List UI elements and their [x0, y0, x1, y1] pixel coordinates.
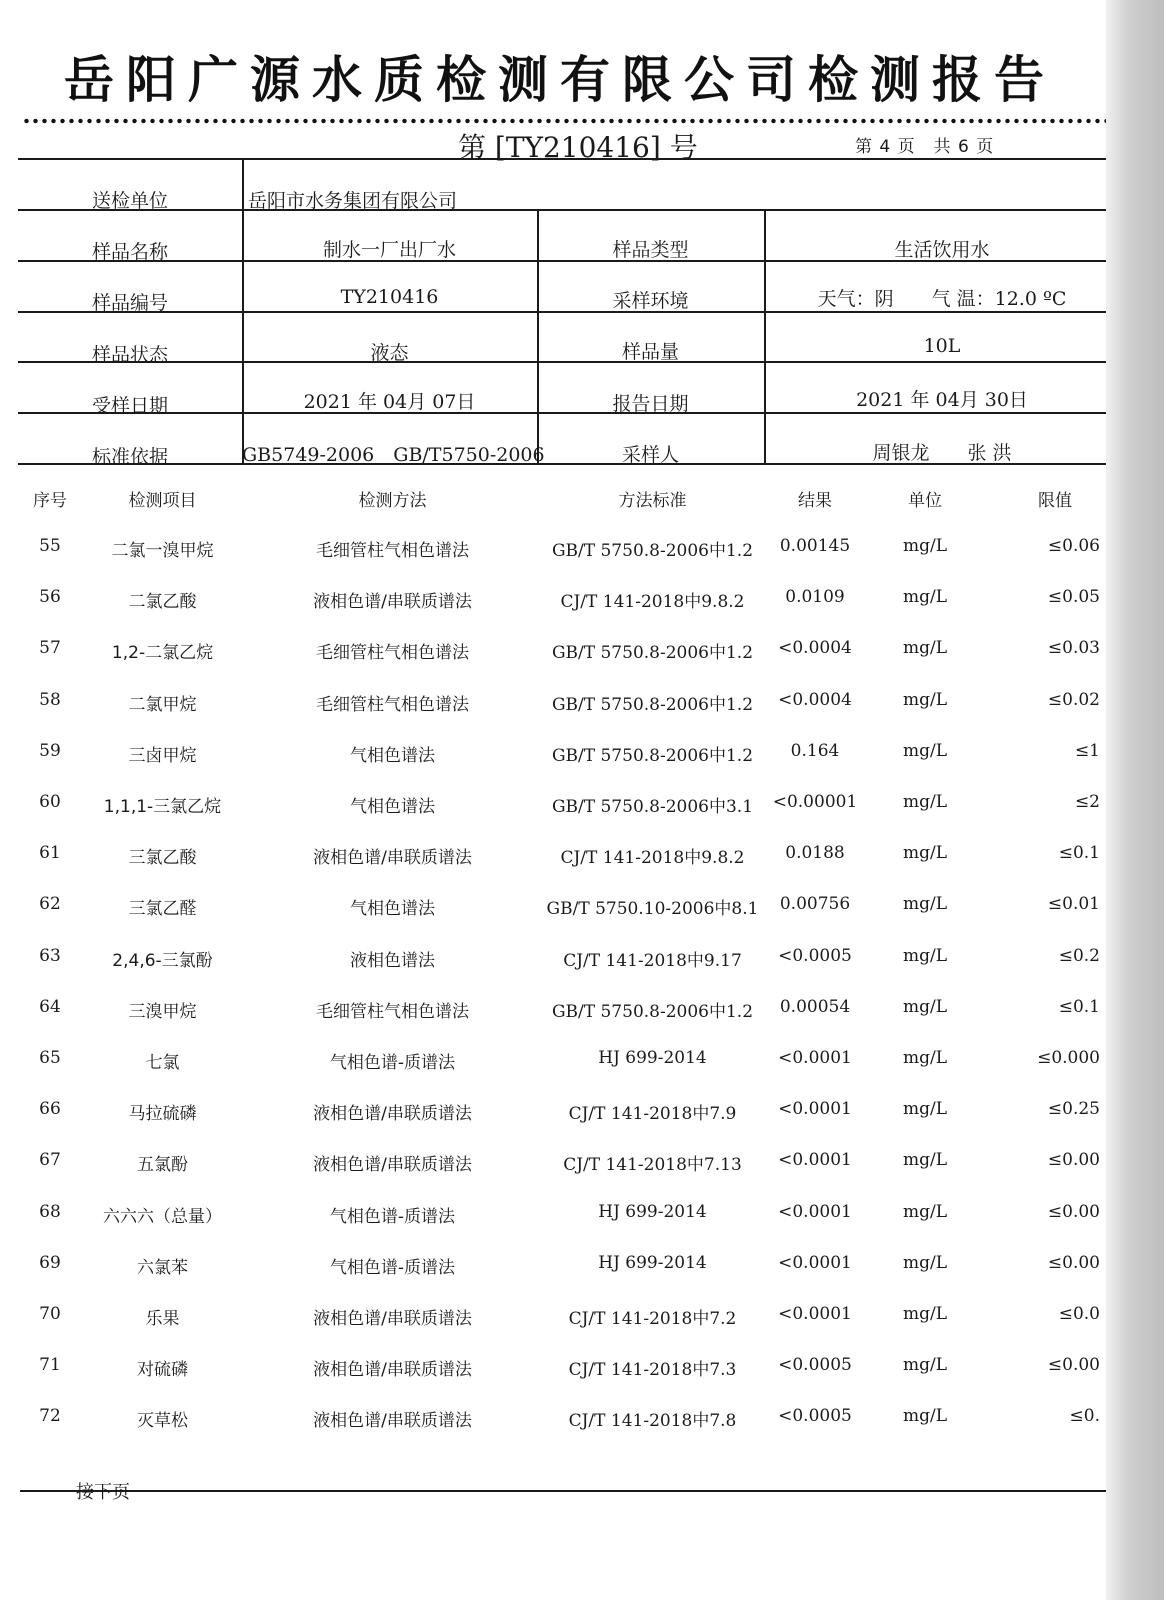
row-item: 三氯乙醛 — [128, 899, 197, 920]
row-limit: ≤0.25 — [1047, 1099, 1100, 1120]
row-method: 毛细管柱气相色谱法 — [316, 541, 469, 561]
row-standard: CJ/T 141-2018中7.13 — [563, 1155, 742, 1176]
row-result: <0.0005 — [778, 1406, 852, 1427]
row-result: <0.0005 — [778, 945, 852, 966]
report-number: 第 [TY210416] 号 — [458, 131, 698, 164]
row-unit: mg/L — [902, 587, 948, 608]
row-standard: CJ/T 141-2018中9.8.2 — [560, 592, 745, 613]
sample-type-value: 生活饮用水 — [894, 239, 990, 261]
col-header-standard: 方法标准 — [618, 491, 687, 511]
row-result: 0.0109 — [785, 587, 845, 608]
row-method: 液相色谱/串联质谱法 — [313, 592, 472, 613]
row-item: 1,1,1-三氯乙烷 — [103, 797, 222, 817]
env-label: 采样环境 — [612, 290, 689, 312]
row-result: 0.00054 — [779, 996, 851, 1017]
table-row — [0, 1296, 1100, 1340]
row-item: 灭草松 — [137, 1411, 188, 1432]
col-header-unit: 单位 — [908, 491, 942, 511]
row-no: 70 — [39, 1304, 61, 1324]
table-row — [0, 1142, 1100, 1186]
row-unit: mg/L — [902, 1355, 948, 1376]
row-standard: GB/T 5750.8-2006中1.2 — [551, 745, 754, 766]
row-method: 液相色谱/串联质谱法 — [313, 1309, 472, 1329]
recv-date-value: 2021 年 04月 07日 — [303, 391, 476, 413]
col-header-item: 检测项目 — [128, 491, 197, 511]
row-method: 气相色谱-质谱法 — [329, 1053, 456, 1073]
row-unit: mg/L — [902, 689, 948, 710]
row-result: 0.00756 — [779, 894, 851, 915]
row-no: 64 — [39, 996, 61, 1017]
row-item: 二氯一溴甲烷 — [111, 541, 214, 561]
row-limit: ≤0.00 — [1047, 1355, 1100, 1376]
row-unit: mg/L — [902, 1150, 948, 1171]
row-item: 马拉硫磷 — [128, 1104, 197, 1125]
row-limit: ≤0.00 — [1047, 1150, 1100, 1171]
row-item: 六六六（总量） — [103, 1206, 222, 1227]
row-unit: mg/L — [902, 1252, 948, 1273]
row-limit: ≤0.000 — [1037, 1048, 1100, 1068]
table-row — [0, 1245, 1100, 1289]
row-no: 65 — [39, 1048, 61, 1068]
row-method: 液相色谱法 — [350, 950, 435, 971]
table-row — [0, 579, 1100, 623]
scan-edge-shadow — [1106, 0, 1164, 1600]
col-header-no: 序号 — [33, 491, 67, 511]
row-result: 0.00145 — [779, 536, 851, 556]
row-limit: ≤0.1 — [1058, 996, 1100, 1017]
sample-no-label: 样品编号 — [91, 292, 168, 314]
row-method: 毛细管柱气相色谱法 — [316, 694, 469, 715]
report-date-value: 2021 年 04月 30日 — [856, 389, 1028, 411]
row-no: 56 — [39, 587, 61, 608]
row-standard: HJ 699-2014 — [598, 1201, 707, 1222]
std-value: GB5749-2006 GB/T5750-2006 — [242, 444, 545, 466]
row-result: <0.0001 — [778, 1252, 852, 1273]
row-item: 三卤甲烷 — [128, 745, 197, 766]
qty-label: 样品量 — [621, 341, 679, 363]
row-no: 61 — [39, 843, 61, 864]
col-header-result: 结果 — [798, 491, 832, 511]
continued-note: 接下页 — [76, 1482, 130, 1503]
row-unit: mg/L — [902, 945, 948, 966]
row-method: 气相色谱-质谱法 — [329, 1206, 456, 1227]
row-unit: mg/L — [902, 1406, 948, 1427]
state-label: 样品状态 — [91, 344, 168, 366]
row-limit: ≤0. — [1069, 1406, 1100, 1427]
row-no: 58 — [39, 689, 61, 710]
row-unit: mg/L — [902, 792, 948, 812]
row-no: 67 — [39, 1150, 61, 1171]
row-limit: ≤0.05 — [1047, 587, 1100, 608]
row-unit: mg/L — [902, 536, 948, 556]
report-date-label: 报告日期 — [612, 393, 689, 415]
row-unit: mg/L — [902, 1201, 948, 1222]
report-title: 岳阳广源水质检测有限公司检测报告 — [64, 51, 1056, 109]
table-row — [0, 1347, 1100, 1391]
row-unit: mg/L — [902, 740, 948, 761]
row-limit: ≤0.00 — [1047, 1201, 1100, 1222]
state-value: 液态 — [370, 342, 409, 364]
row-standard: CJ/T 141-2018中7.3 — [568, 1360, 737, 1381]
row-limit: ≤0.2 — [1058, 945, 1100, 966]
row-no: 71 — [39, 1355, 61, 1376]
row-item: 五氯酚 — [137, 1155, 188, 1176]
row-method: 液相色谱/串联质谱法 — [313, 1411, 472, 1432]
row-no: 62 — [39, 894, 61, 915]
rule-line — [242, 158, 244, 463]
row-result: <0.0001 — [778, 1150, 852, 1171]
row-method: 毛细管柱气相色谱法 — [316, 1001, 469, 1022]
row-item: 对硫磷 — [137, 1360, 188, 1381]
row-limit: ≤0.03 — [1047, 638, 1100, 659]
row-unit: mg/L — [902, 1048, 948, 1068]
col-header-method: 检测方法 — [358, 491, 427, 511]
row-item: 二氯甲烷 — [128, 694, 197, 715]
client-value: 岳阳市水务集团有限公司 — [248, 190, 458, 212]
row-limit: ≤0.01 — [1047, 894, 1100, 915]
row-item: 七氯 — [145, 1053, 180, 1073]
row-method: 液相色谱/串联质谱法 — [313, 1104, 472, 1125]
table-row — [0, 1040, 1100, 1084]
table-row — [0, 682, 1100, 726]
table-row — [0, 733, 1100, 777]
row-limit: ≤0.02 — [1047, 689, 1100, 710]
row-limit: ≤0.0 — [1058, 1304, 1100, 1324]
row-result: <0.00001 — [772, 792, 858, 812]
row-method: 气相色谱法 — [350, 899, 435, 920]
row-item: 乐果 — [145, 1309, 180, 1329]
row-no: 59 — [39, 740, 61, 761]
row-no: 60 — [39, 792, 61, 812]
row-unit: mg/L — [902, 638, 948, 659]
row-method: 液相色谱/串联质谱法 — [313, 848, 472, 869]
table-row — [0, 528, 1100, 572]
row-standard: GB/T 5750.8-2006中1.2 — [551, 1001, 754, 1022]
row-no: 57 — [39, 638, 61, 659]
table-row — [0, 938, 1100, 982]
row-result: <0.0001 — [778, 1304, 852, 1324]
row-item: 二氯乙酸 — [128, 592, 197, 613]
row-standard: GB/T 5750.8-2006中3.1 — [551, 797, 754, 817]
row-item: 六氯苯 — [137, 1257, 188, 1278]
recv-date-label: 受样日期 — [91, 395, 168, 417]
row-no: 55 — [39, 536, 61, 556]
sample-name-label: 样品名称 — [91, 241, 168, 263]
row-method: 气相色谱法 — [350, 745, 435, 766]
table-row — [0, 1398, 1100, 1442]
row-method: 气相色谱-质谱法 — [329, 1257, 456, 1278]
row-result: <0.0001 — [778, 1201, 852, 1222]
row-standard: CJ/T 141-2018中7.2 — [568, 1309, 737, 1329]
table-row — [0, 784, 1100, 828]
row-limit: ≤0.1 — [1058, 843, 1100, 864]
row-unit: mg/L — [902, 894, 948, 915]
col-header-limit: 限值 — [1038, 491, 1072, 511]
row-result: 0.164 — [790, 740, 840, 761]
row-no: 72 — [39, 1406, 61, 1427]
row-result: <0.0005 — [778, 1355, 852, 1376]
bottom-rule — [20, 1490, 1110, 1492]
row-item: 三氯乙酸 — [128, 848, 197, 869]
row-standard: CJ/T 141-2018中7.8 — [568, 1411, 737, 1432]
table-row — [0, 835, 1100, 879]
row-result: <0.0004 — [778, 689, 852, 710]
qty-value: 10L — [923, 335, 961, 357]
table-row — [0, 989, 1100, 1033]
row-limit: ≤0.00 — [1047, 1252, 1100, 1273]
page-info: 第 4 页 共 6 页 — [855, 137, 995, 157]
row-standard: HJ 699-2014 — [598, 1252, 707, 1273]
row-no: 63 — [39, 945, 61, 966]
row-method: 气相色谱法 — [350, 797, 435, 817]
row-limit: ≤0.06 — [1047, 536, 1100, 556]
env-value: 天气：阴 气 温：12.0 ºC — [817, 288, 1067, 310]
row-standard: GB/T 5750.8-2006中1.2 — [551, 694, 754, 715]
row-unit: mg/L — [902, 996, 948, 1017]
row-no: 69 — [39, 1252, 61, 1273]
row-limit: ≤2 — [1074, 792, 1100, 812]
sample-name-value: 制水一厂出厂水 — [322, 239, 456, 261]
row-result: 0.0188 — [785, 843, 845, 864]
row-item: 2,4,6-三氯酚 — [112, 950, 213, 971]
row-method: 液相色谱/串联质谱法 — [313, 1155, 472, 1176]
row-method: 毛细管柱气相色谱法 — [316, 643, 469, 664]
table-row — [0, 886, 1100, 930]
row-standard: GB/T 5750.8-2006中1.2 — [551, 541, 754, 561]
row-unit: mg/L — [902, 1099, 948, 1120]
row-no: 68 — [39, 1201, 61, 1222]
sampler-value: 周银龙 张 洪 — [872, 442, 1012, 464]
std-label: 标准依据 — [91, 446, 168, 468]
row-standard: CJ/T 141-2018中9.8.2 — [560, 848, 745, 869]
sampler-label: 采样人 — [621, 444, 679, 466]
row-standard: HJ 699-2014 — [598, 1048, 707, 1068]
row-standard: GB/T 5750.10-2006中8.1 — [546, 899, 759, 920]
table-row — [0, 1091, 1100, 1135]
row-result: <0.0001 — [778, 1099, 852, 1120]
row-method: 液相色谱/串联质谱法 — [313, 1360, 472, 1381]
dotted-divider — [22, 118, 1142, 124]
row-standard: CJ/T 141-2018中9.17 — [563, 950, 742, 971]
row-result: <0.0004 — [778, 638, 852, 659]
rule-line — [18, 158, 1118, 160]
row-result: <0.0001 — [778, 1048, 852, 1068]
client-label: 送检单位 — [91, 190, 168, 212]
table-row — [0, 1194, 1100, 1238]
table-row — [0, 630, 1100, 674]
row-item: 三溴甲烷 — [128, 1001, 197, 1022]
sample-no-value: TY210416 — [340, 286, 439, 308]
sample-type-label: 样品类型 — [612, 239, 689, 261]
row-standard: CJ/T 141-2018中7.9 — [568, 1104, 737, 1125]
row-item: 1,2-二氯乙烷 — [111, 643, 214, 664]
row-unit: mg/L — [902, 843, 948, 864]
row-limit: ≤1 — [1074, 740, 1100, 761]
row-unit: mg/L — [902, 1304, 948, 1324]
row-no: 66 — [39, 1099, 61, 1120]
row-standard: GB/T 5750.8-2006中1.2 — [551, 643, 754, 664]
